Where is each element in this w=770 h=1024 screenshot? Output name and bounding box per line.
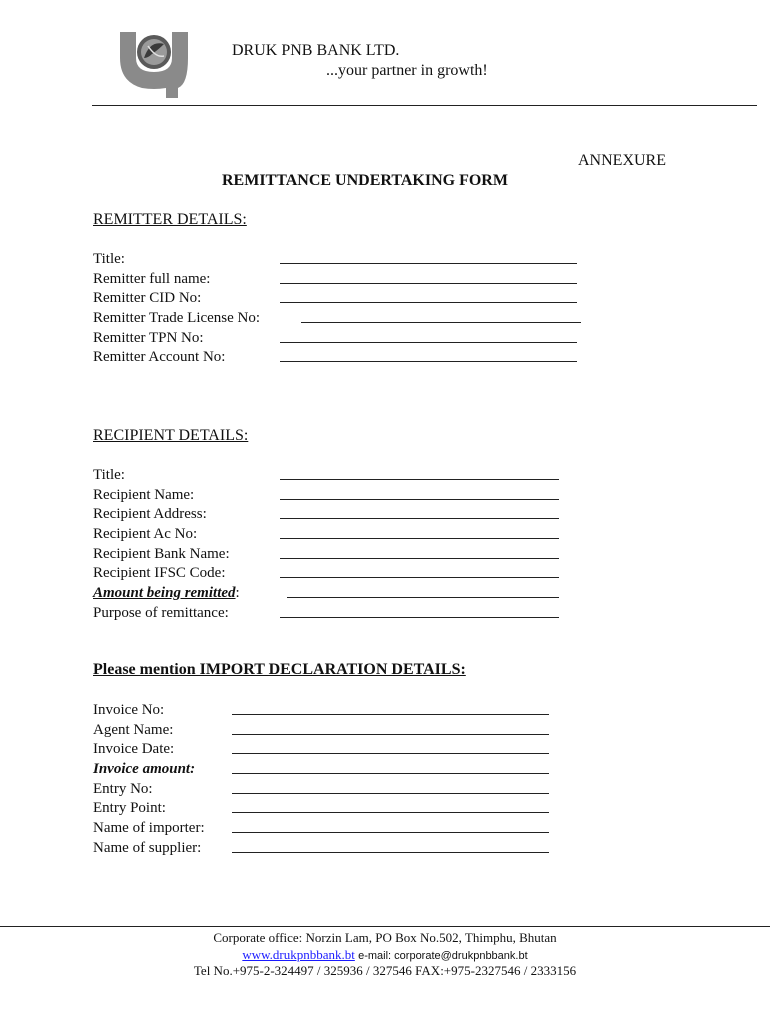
field-label: Remitter full name: bbox=[93, 271, 211, 287]
recipient-name-field[interactable] bbox=[280, 499, 559, 500]
field-label: Entry No: bbox=[93, 781, 153, 797]
invoice-no-field[interactable] bbox=[232, 714, 549, 715]
field-label: Remitter Account No: bbox=[93, 349, 226, 365]
form-title: REMITTANCE UNDERTAKING FORM bbox=[222, 172, 508, 189]
remitter-cid-field[interactable] bbox=[280, 302, 577, 303]
field-label: Recipient IFSC Code: bbox=[93, 565, 226, 581]
recipient-purpose-field[interactable] bbox=[280, 617, 559, 618]
remitter-license-field[interactable] bbox=[301, 322, 581, 323]
header-divider bbox=[92, 105, 757, 106]
import-heading: Please mention IMPORT DECLARATION DETAILS: bbox=[93, 661, 466, 678]
recipient-amount-field[interactable] bbox=[287, 597, 559, 598]
footer-contact bbox=[0, 947, 770, 963]
footer-office: Corporate office: Norzin Lam, PO Box No.502, Thimphu, Bhutan bbox=[213, 930, 557, 945]
field-label: Remitter CID No: bbox=[93, 290, 202, 306]
recipient-address-field[interactable] bbox=[280, 518, 559, 519]
field-label: Title: bbox=[93, 467, 125, 483]
bank-tagline: ...your partner in growth! bbox=[326, 62, 488, 79]
field-label: Invoice amount: bbox=[93, 761, 196, 777]
invoice-date-field[interactable] bbox=[232, 753, 549, 754]
supplier-name-field[interactable] bbox=[232, 852, 549, 853]
recipient-heading: RECIPIENT DETAILS: bbox=[93, 427, 249, 444]
field-label: Name of importer: bbox=[93, 820, 205, 836]
recipient-bank-field[interactable] bbox=[280, 558, 559, 559]
invoice-amount-field[interactable] bbox=[232, 773, 549, 774]
field-label: Recipient Bank Name: bbox=[93, 546, 230, 562]
bank-logo bbox=[118, 28, 190, 98]
footer-phones: Tel No.+975-2-324497 / 325936 / 327546 FAX:+975-2327546 / 2333156 bbox=[193, 963, 577, 978]
agent-name-field[interactable] bbox=[232, 734, 549, 735]
field-label: Remitter Trade License No: bbox=[93, 310, 261, 326]
remitter-heading: REMITTER DETAILS: bbox=[93, 211, 247, 228]
field-label: Purpose of remittance: bbox=[93, 605, 229, 621]
field-label: Recipient Name: bbox=[93, 487, 195, 503]
remitter-title-field[interactable] bbox=[280, 263, 577, 264]
footer-email: e-mail: corporate@drukpnbbank.bt bbox=[358, 950, 528, 962]
field-label: Name of supplier: bbox=[93, 840, 202, 856]
recipient-title-field[interactable] bbox=[280, 479, 559, 480]
bank-name: DRUK PNB BANK LTD. bbox=[232, 42, 400, 59]
amount-label: Amount being remitted bbox=[93, 585, 236, 601]
footer-divider bbox=[0, 926, 770, 927]
amount-colon: : bbox=[235, 585, 240, 601]
field-label: Invoice No: bbox=[93, 702, 165, 718]
annexure-label: ANNEXURE bbox=[578, 152, 666, 169]
recipient-account-field[interactable] bbox=[280, 538, 559, 539]
entry-point-field[interactable] bbox=[232, 812, 549, 813]
importer-name-field[interactable] bbox=[232, 832, 549, 833]
field-label: Recipient Address: bbox=[93, 506, 207, 522]
field-label: Remitter TPN No: bbox=[93, 330, 204, 346]
remitter-tpn-field[interactable] bbox=[280, 342, 577, 343]
remitter-account-field[interactable] bbox=[280, 361, 577, 362]
remitter-name-field[interactable] bbox=[280, 283, 577, 284]
recipient-ifsc-field[interactable] bbox=[280, 577, 559, 578]
field-label: Entry Point: bbox=[93, 800, 166, 816]
field-label: Recipient Ac No: bbox=[93, 526, 198, 542]
entry-no-field[interactable] bbox=[232, 793, 549, 794]
field-label: Agent Name: bbox=[93, 722, 174, 738]
website-link[interactable]: www.drukpnbbank.bt bbox=[242, 947, 355, 962]
field-label: Title: bbox=[93, 251, 125, 267]
field-label: Invoice Date: bbox=[93, 741, 175, 757]
